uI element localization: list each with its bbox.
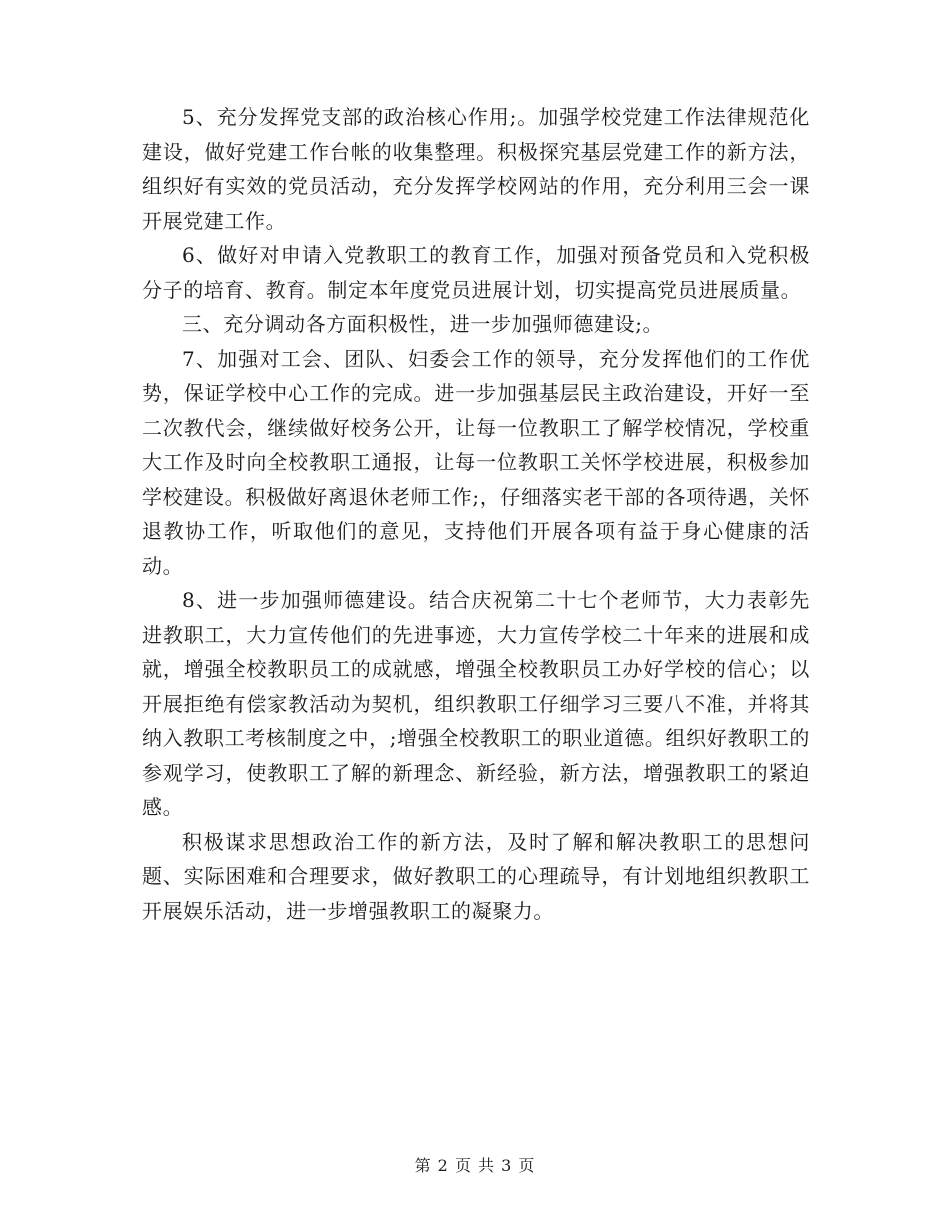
page-number-footer: 第 2 页 共 3 页 [414, 1156, 536, 1175]
paragraph-item-7: 7、加强对工会、团队、妇委会工作的领导，充分发挥他们的工作优势，保证学校中心工作的完成。进一步加强基层民主政治建设，开好一至二次教代会，继续做好校务公开，让每一位教职工了解学校情况，学校重大工作及时向全校教职工通报，让每一位教职工关怀学校进展，积极参加学校建设。积极做好离退休老师工作;，仔细落实老干部的各项待遇，关怀退教协工作，听取他们的意见，支持他们开展各项有益于身心健康的活动。 [142, 346, 810, 578]
paragraph-item-8: 8、进一步加强师德建设。结合庆祝第二十七个老师节，大力表彰先进教职工，大力宣传他们的先进事迹，大力宣传学校二十年来的进展和成就，增强全校教职员工的成就感，增强全校教职员工办好学校的信心；以开展拒绝有偿家教活动为契机，组织教职工仔细学习三要八不准，并将其纳入教职工考核制度之中，;增强全校教职工的职业道德。组织好教职工的参观学习，使教职工了解的新理念、新经验，新方法，增强教职工的紧迫感。 [142, 588, 810, 819]
paragraph-item-5: 5、充分发挥党支部的政治核心作用;。加强学校党建工作法律规范化建设，做好党建工作台帐的收集整理。积极探究基层党建工作的新方法，组织好有实效的党员活动，充分发挥学校网站的作用，充分利用三会一课开展党建工作。 [142, 105, 810, 233]
document-body [142, 100, 810, 928]
paragraph-closing: 积极谋求思想政治工作的新方法，及时了解和解决教职工的思想问题、实际困难和合理要求，做好教职工的心理疏导，有计划地组织教职工开展娱乐活动，进一步增强教职工的凝聚力。 [142, 829, 810, 923]
section-heading-3: 三、充分调动各方面积极性，进一步加强师德建设;。 [182, 312, 664, 336]
paragraph-item-6: 6、做好对申请入党教职工的教育工作，加强对预备党员和入党积极分子的培育、教育。制定本年度党员进展计划，切实提高党员进展质量。 [142, 243, 810, 302]
